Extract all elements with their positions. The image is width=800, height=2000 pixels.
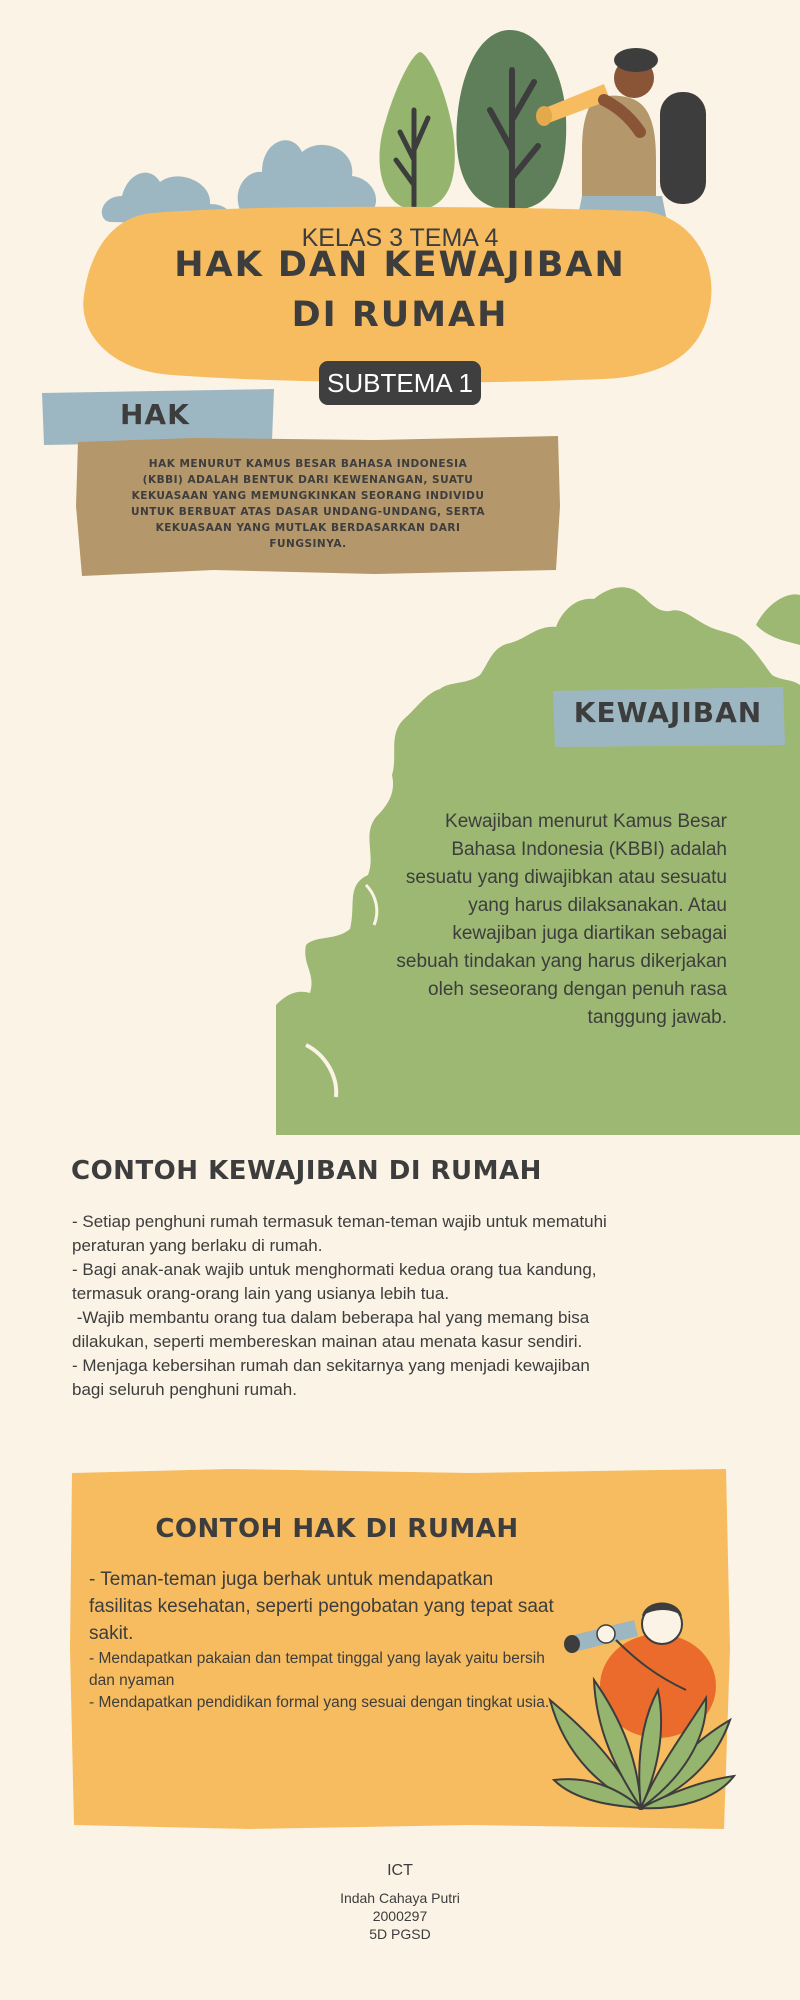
list-item: - Setiap penghuni rumah termasuk teman-teman wajib untuk mematuhi peraturan yang berlaku di rumah. [72, 1212, 612, 1255]
hak-heading: HAK [120, 398, 190, 431]
class-theme-label: KELAS 3 TEMA 4 [301, 224, 499, 252]
footer-author: Indah Cahaya Putri [340, 1890, 460, 1906]
list-item: -Wajib membantu orang tua dalam beberapa hal yang memang bisa dilakukan, seperti membereskan mainan atau menata kasur sendiri. [72, 1308, 594, 1351]
tree-small [379, 52, 454, 210]
kewajiban-definition-text: Kewajiban menurut Kamus Besar Bahasa Indonesia (KBBI) adalah sesuatu yang diwajibkan atau sesuatu yang harus dilaksanakan. Atau kewajiban juga diartikan sebagai sebuah tindakan yang harus dikerjakan oleh seseorang dengan penuh rasa tanggung jawab. [396, 811, 727, 1028]
list-item: - Bagi anak-anak wajib untuk menghormati kedua orang tua kandung, termasuk orang-orang lain yang usianya lebih tua. [72, 1260, 602, 1303]
contoh-hak-item-clothing: - Mendapatkan pakaian dan tempat tinggal yang layak yaitu bersih dan nyaman [89, 1650, 545, 1689]
contoh-hak-item-education: - Mendapatkan pendidikan formal yang sesuai dengan tingkat usia. [89, 1694, 550, 1711]
hak-definition-text: HAK MENURUT KAMUS BESAR BAHASA INDONESIA (KBBI) ADALAH BENTUK DARI KEWENANGAN, SUATU KEKUASAAN YANG MEMUNGKINKAN SEORANG INDIVIDU UNTUK BERBUAT ATAS DASAR UNDANG-UNDANG, SERTA KEKUASAAN YANG MUTLAK BERDASARKAN DARI FUNGSINYA. [130, 458, 486, 550]
contoh-kewajiban-heading: CONTOH KEWAJIBAN DI RUMAH [71, 1156, 542, 1186]
contoh-hak-heading: CONTOH HAK DI RUMAH [155, 1514, 519, 1544]
list-item: - Menjaga kebersihan rumah dan sekitarnya yang menjadi kewajiban bagi seluruh penghuni rumah. [72, 1356, 595, 1399]
footer-class: 5D PGSD [369, 1926, 431, 1942]
subtema-badge: SUBTEMA 1 [319, 361, 481, 405]
footer-student-id: 2000297 [372, 1908, 428, 1924]
kewajiban-heading: KEWAJIBAN [573, 696, 763, 729]
header-illustration [0, 0, 800, 240]
explorer-in-bush-illustration [546, 1580, 736, 1810]
contoh-hak-item-health: - Teman-teman juga berhak untuk mendapatkan fasilitas kesehatan, seperti pengobatan yang tepat saat sakit. [89, 1569, 554, 1644]
contoh-kewajiban-list [72, 1210, 612, 1402]
page-title-line2: DI RUMAH [291, 295, 509, 335]
page-title-line1: HAK DAN KEWAJIBAN [174, 245, 626, 285]
footer-subject: ICT [387, 1862, 413, 1879]
cloud-right [238, 140, 376, 214]
